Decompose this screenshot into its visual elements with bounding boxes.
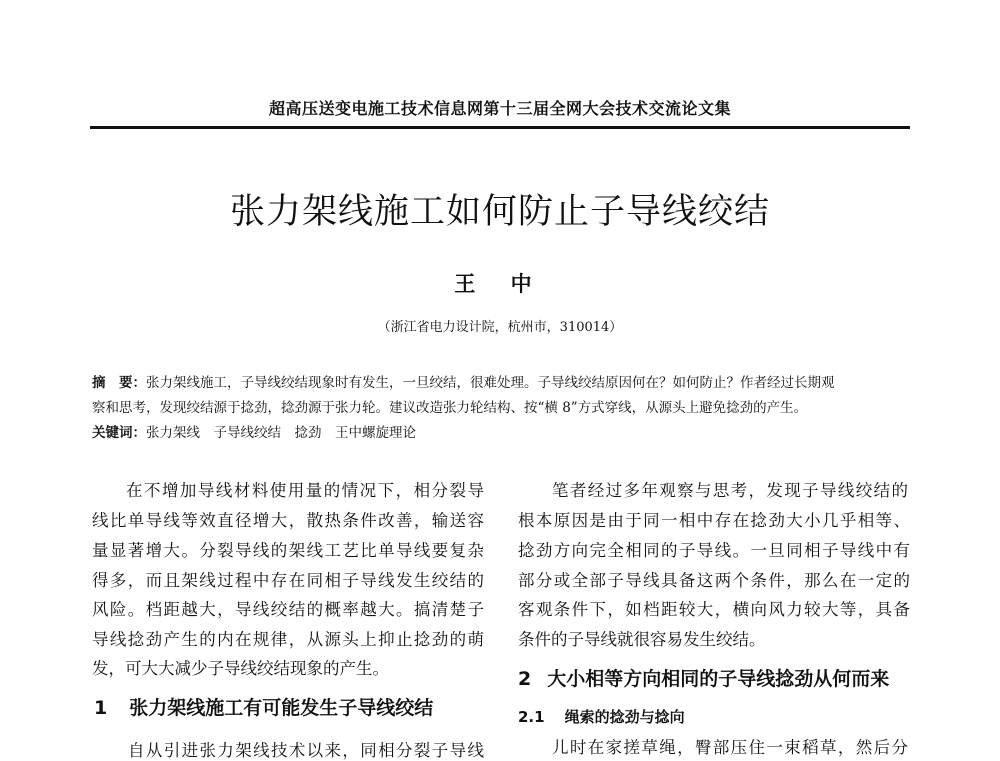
- section-title: 张力架线施工有可能发生子导线绞结: [129, 697, 434, 719]
- subsection-heading-2-1: [518, 706, 685, 727]
- keyword: 捻劲: [294, 425, 322, 441]
- body-line: 线比单导线等效直径增大，散热条件改善，输送容: [92, 511, 484, 530]
- body-line: 捻劲方向完全相同的子导线。一旦同相子导线中有: [518, 541, 910, 560]
- body-line: 发，可大大减少子导线绞结现象的产生。: [92, 659, 389, 678]
- abstract-line: 察和思考，发现绞结源于捻劲，捻劲源于张力轮。建议改造张力轮结构、按“横 8”方式穿线，从源头上避免捻劲的产生。: [92, 400, 808, 416]
- body-line: 笔者经过多年观察与思考，发现子导线绞结的: [552, 481, 908, 500]
- section-heading-1: [94, 693, 433, 720]
- abstract-label: 摘 要：: [92, 375, 146, 391]
- body-line: 部分或全部子导线具备这两个条件，那么在一定的: [518, 571, 910, 590]
- keyword: 王中螺旋理论: [335, 425, 416, 441]
- keywords-line: [92, 421, 416, 441]
- body-line: 得多，而且架线过程中存在同相子导线发生绞结的: [92, 571, 484, 590]
- paper-title: 张力架线施工如何防止子导线绞结: [229, 192, 770, 232]
- section-number: 2.1: [518, 708, 545, 726]
- keyword: 张力架线: [146, 425, 200, 441]
- body-line: 根本原因是由于同一相中存在捻劲大小几乎相等、: [518, 511, 910, 530]
- body-line: 客观条件下，如档距较大，横向风力较大等，具备: [518, 600, 910, 619]
- keyword: 子导线绞结: [213, 425, 281, 441]
- body-line: 条件的子导线就很容易发生绞结。: [518, 630, 766, 649]
- body-line: 风险。档距越大，导线绞结的概率越大。搞清楚子: [92, 600, 484, 619]
- section-title: 大小相等方向相同的子导线捻劲从何而来: [547, 668, 890, 690]
- header-rule: [90, 126, 910, 129]
- author: 王 中: [454, 271, 546, 296]
- body-line: 自从引进张力架线技术以来，同相分裂子导线: [128, 741, 484, 760]
- body-line: 在不增加导线材料使用量的情况下，相分裂导: [126, 481, 484, 500]
- body-line: 量显著增大。分裂导线的架线工艺比单导线要复杂: [92, 541, 484, 560]
- keywords-label: 关键词：: [92, 425, 146, 441]
- section-number: 1: [94, 697, 108, 719]
- section-title: 绳索的捻劲与捻向: [564, 708, 685, 726]
- body-line: 儿时在家搓草绳，臀部压住一束稻草，然后分: [552, 738, 908, 757]
- abstract-text: 张力架线施工，子导线绞结现象时有发生，一旦绞结，很难处理。子导线绞结原因何在？如何防止？作者经过长期观: [146, 375, 835, 391]
- proceedings-header: 超高压送变电施工技术信息网第十三届全网大会技术交流论文集: [268, 99, 731, 118]
- affiliation: （浙江省电力设计院，杭州市，310014）: [377, 320, 623, 335]
- section-heading-2: [518, 664, 889, 691]
- abstract-line: [92, 371, 835, 391]
- section-number: 2: [518, 668, 532, 690]
- body-line: 导线捻劲产生的内在规律，从源头上抑止捻劲的萌: [92, 630, 484, 649]
